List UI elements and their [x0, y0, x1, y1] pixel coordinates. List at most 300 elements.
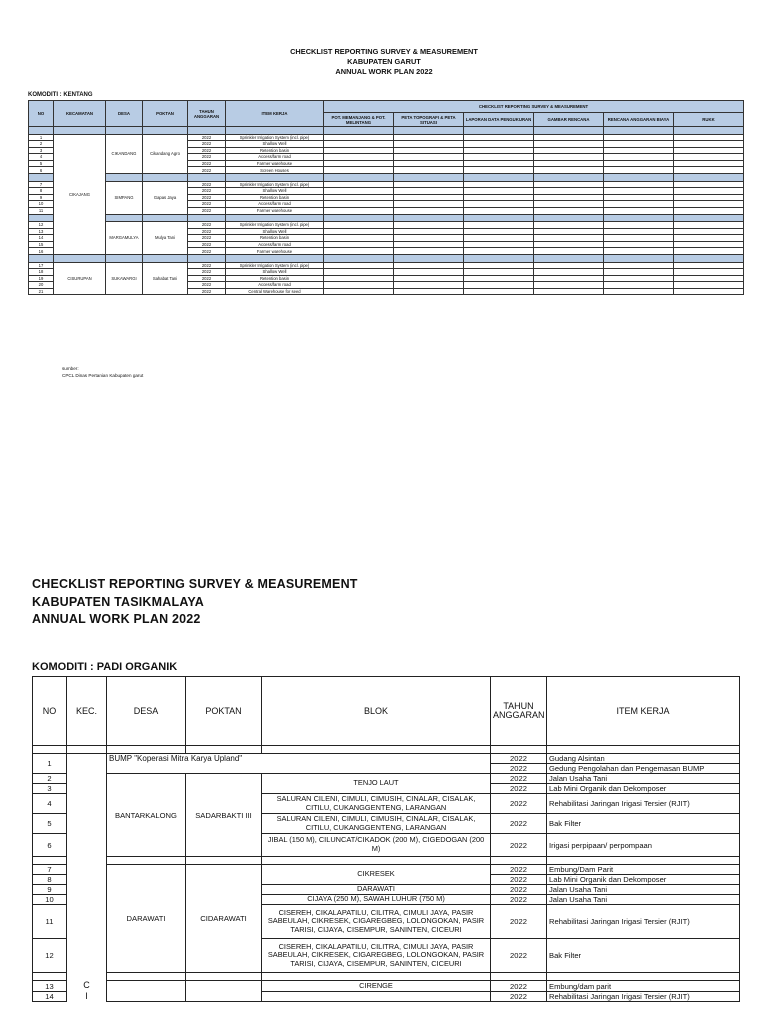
header-checklist: CHECKLIST REPORTING SURVEY & MEASUREMENT	[324, 101, 744, 113]
cell-item: Rehabilitasi Jaringan Irigasi Tersier (RJIT)	[547, 992, 740, 1002]
checklist-cell	[534, 141, 604, 148]
cell-tahun: 2022	[188, 222, 226, 229]
cell-item: Farmer warehouse	[226, 248, 324, 255]
checklist-cell	[394, 282, 464, 289]
checklist-cell	[324, 194, 394, 201]
cell-blok: TENJO LAUT	[262, 774, 491, 794]
checklist-cell	[674, 282, 744, 289]
checklist-cell	[534, 288, 604, 295]
cell-item: Irigasi perpipaan/ perpompaan	[547, 834, 740, 857]
t2-header-no: NO	[33, 677, 67, 746]
desa-cell: SIMPANG	[106, 181, 143, 214]
checklist-cell	[534, 147, 604, 154]
checklist-cell	[394, 141, 464, 148]
cell-tahun: 2022	[188, 235, 226, 242]
header-item: ITEM KERJA	[226, 101, 324, 127]
checklist-cell	[324, 262, 394, 269]
checklist-cell	[534, 262, 604, 269]
header-sub-5: RENCANA ANGGARAN BIAYA	[604, 113, 674, 127]
checklist-cell	[464, 282, 534, 289]
cell-no: 19	[29, 275, 54, 282]
doc2-title-line-2: KABUPATEN TASIKMALAYA	[32, 594, 205, 609]
cell-item: Jalan Usaha Tani	[547, 885, 740, 895]
checklist-cell	[394, 194, 464, 201]
doc1-table	[28, 100, 744, 295]
cell-item: Farmer warehouse	[226, 207, 324, 214]
checklist-cell	[324, 269, 394, 276]
table-row	[33, 774, 740, 784]
checklist-cell	[324, 147, 394, 154]
cell-item: Rehabilitasi Jaringan Irigasi Tersier (RJIT)	[547, 794, 740, 814]
checklist-cell	[534, 207, 604, 214]
cell-item: Retention basin	[226, 275, 324, 282]
table-row	[33, 754, 740, 764]
cell-blok: SALURAN CILENI, CIMULI, CIMUSIH, CINALAR, CISALAK, CITILU, CUKANGGENTENG, LARANGAN	[262, 814, 491, 834]
checklist-cell	[394, 222, 464, 229]
cell-no: 8	[33, 875, 67, 885]
checklist-cell	[464, 222, 534, 229]
poktan-cell	[186, 981, 262, 1002]
cell-item: Jalan Usaha Tani	[547, 774, 740, 784]
source-text: CPCL Dinas Pertanian Kabupaten garut	[62, 372, 144, 378]
checklist-cell	[674, 141, 744, 148]
desa-cell	[107, 981, 186, 1002]
checklist-cell	[324, 282, 394, 289]
checklist-cell	[674, 222, 744, 229]
checklist-cell	[324, 275, 394, 282]
cell-no: 2	[29, 141, 54, 148]
cell-tahun: 2022	[491, 875, 547, 885]
doc2-title	[32, 576, 358, 629]
checklist-cell	[324, 181, 394, 188]
header-sub-2: PETA TOPOGRAFI & PETA SITUASI	[394, 113, 464, 127]
checklist-cell	[394, 207, 464, 214]
poktan-cell: CIDARAWATI	[186, 865, 262, 973]
cell-tahun: 2022	[188, 201, 226, 208]
checklist-cell	[324, 134, 394, 141]
checklist-cell	[394, 241, 464, 248]
checklist-cell	[394, 147, 464, 154]
cell-no: 16	[29, 248, 54, 255]
checklist-cell	[464, 207, 534, 214]
cell-tahun: 2022	[491, 784, 547, 794]
checklist-cell	[534, 167, 604, 174]
checklist-cell	[464, 147, 534, 154]
checklist-cell	[394, 201, 464, 208]
cell-blok: CISEREH, CIKALAPATILU, CILITRA, CIMULI JAYA, PASIR SABEULAH, CIKRESEK, CIGAREGBEG, LOLONGOKAN, PASIR TARISI, CIJAYA, CISEMPUR, SANINTEN, CICEURI	[262, 939, 491, 973]
cell-no: 20	[29, 282, 54, 289]
cell-tahun: 2022	[188, 147, 226, 154]
cell-item: Sprinkler Irrigation System (incl. pipe)	[226, 134, 324, 141]
cell-no: 15	[29, 241, 54, 248]
cell-item: Bak Filter	[547, 814, 740, 834]
cell-tahun: 2022	[491, 939, 547, 973]
doc1-title	[0, 47, 768, 77]
cell-item: Gudang Alsintan	[547, 754, 740, 764]
cell-tahun: 2022	[188, 188, 226, 195]
header-desa: DESA	[106, 101, 143, 127]
checklist-cell	[464, 262, 534, 269]
kec-vertical-text	[83, 980, 91, 1002]
doc2-table	[32, 676, 740, 1002]
doc1-title-line-3: ANNUAL WORK PLAN 2022	[335, 67, 433, 76]
checklist-cell	[464, 288, 534, 295]
cell-item: Access/farm road	[226, 282, 324, 289]
poktan-cell: Gapas Jaya	[143, 181, 188, 214]
cell-no: 1	[29, 134, 54, 141]
cell-no: 1	[33, 754, 67, 774]
cell-no: 7	[29, 181, 54, 188]
header-sub-3: LAPORAN DATA PENGUKURAN	[464, 113, 534, 127]
checklist-cell	[394, 248, 464, 255]
checklist-cell	[534, 282, 604, 289]
checklist-cell	[394, 160, 464, 167]
checklist-cell	[464, 134, 534, 141]
t2-header-tahun: TAHUN ANGGARAN	[491, 677, 547, 746]
doc2-title-line-3: ANNUAL WORK PLAN 2022	[32, 612, 201, 626]
poktan-cell: Mulya Tani	[143, 222, 188, 255]
cell-tahun: 2022	[188, 248, 226, 255]
checklist-cell	[324, 154, 394, 161]
cell-item: Embung/Dam Parit	[547, 865, 740, 875]
checklist-cell	[674, 248, 744, 255]
checklist-cell	[394, 288, 464, 295]
checklist-cell	[464, 167, 534, 174]
doc1-source	[62, 366, 143, 379]
t2-header-poktan: POKTAN	[186, 677, 262, 746]
checklist-cell	[324, 288, 394, 295]
checklist-cell	[464, 241, 534, 248]
checklist-cell	[604, 201, 674, 208]
cell-tahun: 2022	[188, 167, 226, 174]
cell-no: 3	[29, 147, 54, 154]
cell-tahun: 2022	[188, 181, 226, 188]
cell-item: Embung/dam parit	[547, 981, 740, 992]
checklist-cell	[534, 154, 604, 161]
checklist-cell	[534, 269, 604, 276]
spacer-row	[29, 174, 744, 182]
spacer-row	[29, 214, 744, 222]
checklist-cell	[604, 167, 674, 174]
checklist-cell	[674, 288, 744, 295]
t2-header-desa: DESA	[107, 677, 186, 746]
checklist-cell	[674, 181, 744, 188]
cell-tahun: 2022	[188, 134, 226, 141]
cell-tahun: 2022	[491, 814, 547, 834]
checklist-cell	[394, 269, 464, 276]
checklist-cell	[394, 262, 464, 269]
cell-item: Farmer warehouse	[226, 160, 324, 167]
checklist-cell	[394, 275, 464, 282]
checklist-cell	[464, 181, 534, 188]
cell-no: 9	[33, 885, 67, 895]
spacer-row	[33, 746, 740, 754]
cell-no: 14	[33, 992, 67, 1002]
cell-no: 21	[29, 288, 54, 295]
checklist-cell	[394, 228, 464, 235]
doc1-title-line-2: KABUPATEN GARUT	[347, 57, 421, 66]
cell-tahun: 2022	[188, 275, 226, 282]
checklist-cell	[324, 222, 394, 229]
cell-item: Shallow Well	[226, 141, 324, 148]
table-row	[33, 981, 740, 992]
cell-blok: SALURAN CILENI, CIMULI, CIMUSIH, CINALAR, CISALAK, CITILU, CUKANGGENTENG, LARANGAN	[262, 794, 491, 814]
doc1-title-line-1: CHECKLIST REPORTING SURVEY & MEASUREMENT	[290, 47, 478, 56]
checklist-cell	[604, 262, 674, 269]
checklist-cell	[464, 154, 534, 161]
checklist-cell	[324, 207, 394, 214]
cell-tahun: 2022	[491, 981, 547, 992]
checklist-cell	[324, 248, 394, 255]
cell-tahun: 2022	[491, 905, 547, 939]
checklist-cell	[534, 222, 604, 229]
checklist-cell	[674, 167, 744, 174]
cell-no: 4	[33, 794, 67, 814]
spacer-row	[33, 973, 740, 981]
checklist-cell	[464, 228, 534, 235]
cell-item: Lab Mini Organik dan Dekomposer	[547, 784, 740, 794]
cell-tahun: 2022	[491, 865, 547, 875]
cell-item: Sprinkler Irrigation System (incl. pipe)	[226, 181, 324, 188]
cell-no: 2	[33, 774, 67, 784]
cell-blok: DARAWATI	[262, 885, 491, 895]
desa-cell: DARAWATI	[107, 865, 186, 973]
checklist-cell	[674, 160, 744, 167]
checklist-cell	[604, 241, 674, 248]
checklist-cell	[324, 201, 394, 208]
cell-tahun: 2022	[188, 288, 226, 295]
checklist-cell	[604, 228, 674, 235]
checklist-cell	[464, 275, 534, 282]
checklist-cell	[394, 188, 464, 195]
checklist-cell	[464, 235, 534, 242]
checklist-cell	[324, 228, 394, 235]
cell-blok: JIBAL (150 M), CILUNCAT/CIKADOK (200 M), CIGEDOGAN (200 M)	[262, 834, 491, 857]
cell-item: Sprinkler Irrigation System (incl. pipe)	[226, 262, 324, 269]
cell-blok: CISEREH, CIKALAPATILU, CILITRA, CIMULI JAYA, PASIR SABEULAH, CIKRESEK, CIGAREGBEG, LOLONGOKAN, PASIR TARISI, CIJAYA, CISEMPUR, SANINTEN, CICEURI	[262, 905, 491, 939]
cell-tahun: 2022	[491, 895, 547, 905]
kec-letter-1: C	[83, 979, 90, 990]
checklist-cell	[324, 160, 394, 167]
checklist-cell	[394, 167, 464, 174]
checklist-cell	[604, 160, 674, 167]
cell-no: 13	[29, 228, 54, 235]
checklist-cell	[674, 235, 744, 242]
checklist-cell	[324, 167, 394, 174]
table-row	[29, 262, 744, 269]
checklist-cell	[534, 275, 604, 282]
checklist-cell	[674, 147, 744, 154]
checklist-cell	[534, 188, 604, 195]
checklist-cell	[324, 188, 394, 195]
cell-item: Bak Filter	[547, 939, 740, 973]
kecamatan-cell: CISURUPAN	[54, 262, 106, 295]
checklist-cell	[604, 235, 674, 242]
cell-item: Shallow Well	[226, 228, 324, 235]
cell-tahun: 2022	[188, 207, 226, 214]
doc2-title-line-1: CHECKLIST REPORTING SURVEY & MEASUREMENT	[32, 577, 358, 591]
checklist-cell	[674, 207, 744, 214]
checklist-cell	[674, 228, 744, 235]
checklist-cell	[534, 241, 604, 248]
spacer-row	[29, 127, 744, 135]
checklist-cell	[604, 154, 674, 161]
cell-blok: CIJAYA (250 M), SAWAH LUHUR (750 M)	[262, 895, 491, 905]
cell-tahun: 2022	[188, 282, 226, 289]
cell-item: Central Warehouse for seed	[226, 288, 324, 295]
cell-tahun: 2022	[188, 160, 226, 167]
cell-tahun: 2022	[188, 262, 226, 269]
cell-tahun: 2022	[491, 834, 547, 857]
cell-blok: CIRENGE	[262, 981, 491, 992]
cell-tahun: 2022	[491, 774, 547, 784]
cell-tahun: 2022	[491, 794, 547, 814]
cell-no: 7	[33, 865, 67, 875]
checklist-cell	[394, 235, 464, 242]
t2-header-item: ITEM KERJA	[547, 677, 740, 746]
doc2-komoditi: KOMODITI : PADI ORGANIK	[32, 661, 178, 673]
checklist-cell	[534, 134, 604, 141]
cell-tahun: 2022	[491, 885, 547, 895]
checklist-cell	[534, 160, 604, 167]
cell-item: Sprinkler Irrigation System (incl. pipe)	[226, 222, 324, 229]
spacer-row	[33, 857, 740, 865]
checklist-cell	[464, 248, 534, 255]
checklist-cell	[604, 141, 674, 148]
spacer-row	[29, 255, 744, 263]
checklist-cell	[604, 248, 674, 255]
cell-tahun: 2022	[188, 194, 226, 201]
cell-no: 5	[29, 160, 54, 167]
checklist-cell	[394, 181, 464, 188]
t2-header-blok: BLOK	[262, 677, 491, 746]
cell-tahun: 2022	[188, 154, 226, 161]
cell-item: Retention basin	[226, 235, 324, 242]
cell-no: 10	[33, 895, 67, 905]
checklist-cell	[674, 134, 744, 141]
checklist-cell	[674, 275, 744, 282]
kecamatan-cell: CIKAJANG	[54, 134, 106, 255]
cell-no: 10	[29, 201, 54, 208]
cell-tahun: 2022	[188, 241, 226, 248]
doc1-komoditi: KOMODITI : KENTANG	[28, 92, 93, 98]
cell-no: 14	[29, 235, 54, 242]
bump-name: BUMP "Koperasi Mitra Karya Upland"	[107, 754, 491, 774]
cell-item: Gedung Pengolahan dan Pengemasan BUMP	[547, 764, 740, 774]
cell-item: Retention basin	[226, 194, 324, 201]
table-row	[33, 865, 740, 875]
checklist-cell	[534, 248, 604, 255]
cell-no: 6	[29, 167, 54, 174]
checklist-cell	[534, 228, 604, 235]
checklist-cell	[324, 235, 394, 242]
checklist-cell	[674, 269, 744, 276]
cell-no: 12	[29, 222, 54, 229]
cell-no: 11	[29, 207, 54, 214]
header-sub-6: RUKK	[674, 113, 744, 127]
checklist-cell	[394, 154, 464, 161]
checklist-cell	[604, 181, 674, 188]
cell-tahun: 2022	[188, 269, 226, 276]
checklist-cell	[604, 275, 674, 282]
checklist-cell	[604, 269, 674, 276]
cell-item: Shallow Well	[226, 269, 324, 276]
checklist-cell	[464, 194, 534, 201]
cell-item: Rehabilitasi Jaringan Irigasi Tersier (RJIT)	[547, 905, 740, 939]
header-poktan: POKTAN	[143, 101, 188, 127]
desa-cell: CIKANDANG	[106, 134, 143, 174]
checklist-cell	[604, 282, 674, 289]
checklist-cell	[464, 188, 534, 195]
cell-no: 3	[33, 784, 67, 794]
table-row	[29, 181, 744, 188]
cell-no: 13	[33, 981, 67, 992]
cell-item: Access/farm road	[226, 154, 324, 161]
checklist-cell	[324, 141, 394, 148]
cell-tahun: 2022	[188, 141, 226, 148]
cell-item: Shallow Well	[226, 188, 324, 195]
checklist-cell	[604, 288, 674, 295]
source-label: sumber:	[62, 366, 79, 371]
cell-no: 18	[29, 269, 54, 276]
desa-cell: BANTARKALONG	[107, 774, 186, 857]
header-no: NO	[29, 101, 54, 127]
cell-item: Access/farm road	[226, 241, 324, 248]
poktan-cell: SADARBAKTI III	[186, 774, 262, 857]
desa-cell: SUKAWARGI	[106, 262, 143, 295]
checklist-cell	[604, 147, 674, 154]
checklist-cell	[464, 141, 534, 148]
checklist-cell	[534, 235, 604, 242]
header-sub-1: POT. MEMANJANG & POT. MELINTANG	[324, 113, 394, 127]
checklist-cell	[604, 207, 674, 214]
kec-letter-2: I	[85, 990, 88, 1001]
checklist-cell	[464, 160, 534, 167]
cell-tahun: 2022	[188, 228, 226, 235]
cell-no: 9	[29, 194, 54, 201]
cell-item: Access/farm road	[226, 201, 324, 208]
checklist-cell	[674, 262, 744, 269]
checklist-cell	[604, 134, 674, 141]
cell-no: 11	[33, 905, 67, 939]
checklist-cell	[604, 194, 674, 201]
cell-item: Jalan Usaha Tani	[547, 895, 740, 905]
cell-blok	[262, 992, 491, 1002]
cell-no: 6	[33, 834, 67, 857]
cell-no: 12	[33, 939, 67, 973]
checklist-cell	[464, 201, 534, 208]
cell-no: 5	[33, 814, 67, 834]
checklist-cell	[604, 188, 674, 195]
table-row	[29, 222, 744, 229]
cell-blok: CIKRESEK	[262, 865, 491, 885]
header-tahun: TAHUN ANGGARAN	[188, 101, 226, 127]
cell-no: 8	[29, 188, 54, 195]
table-row	[29, 134, 744, 141]
checklist-cell	[534, 181, 604, 188]
checklist-cell	[534, 201, 604, 208]
cell-no: 17	[29, 262, 54, 269]
checklist-cell	[674, 241, 744, 248]
cell-tahun: 2022	[491, 992, 547, 1002]
checklist-cell	[324, 241, 394, 248]
cell-item: Retention basin	[226, 147, 324, 154]
t2-header-kec: KEC.	[67, 677, 107, 746]
poktan-cell: Sahabat Tani	[143, 262, 188, 295]
header-sub-4: GAMBAR RENCANA	[534, 113, 604, 127]
checklist-cell	[674, 194, 744, 201]
checklist-cell	[674, 154, 744, 161]
